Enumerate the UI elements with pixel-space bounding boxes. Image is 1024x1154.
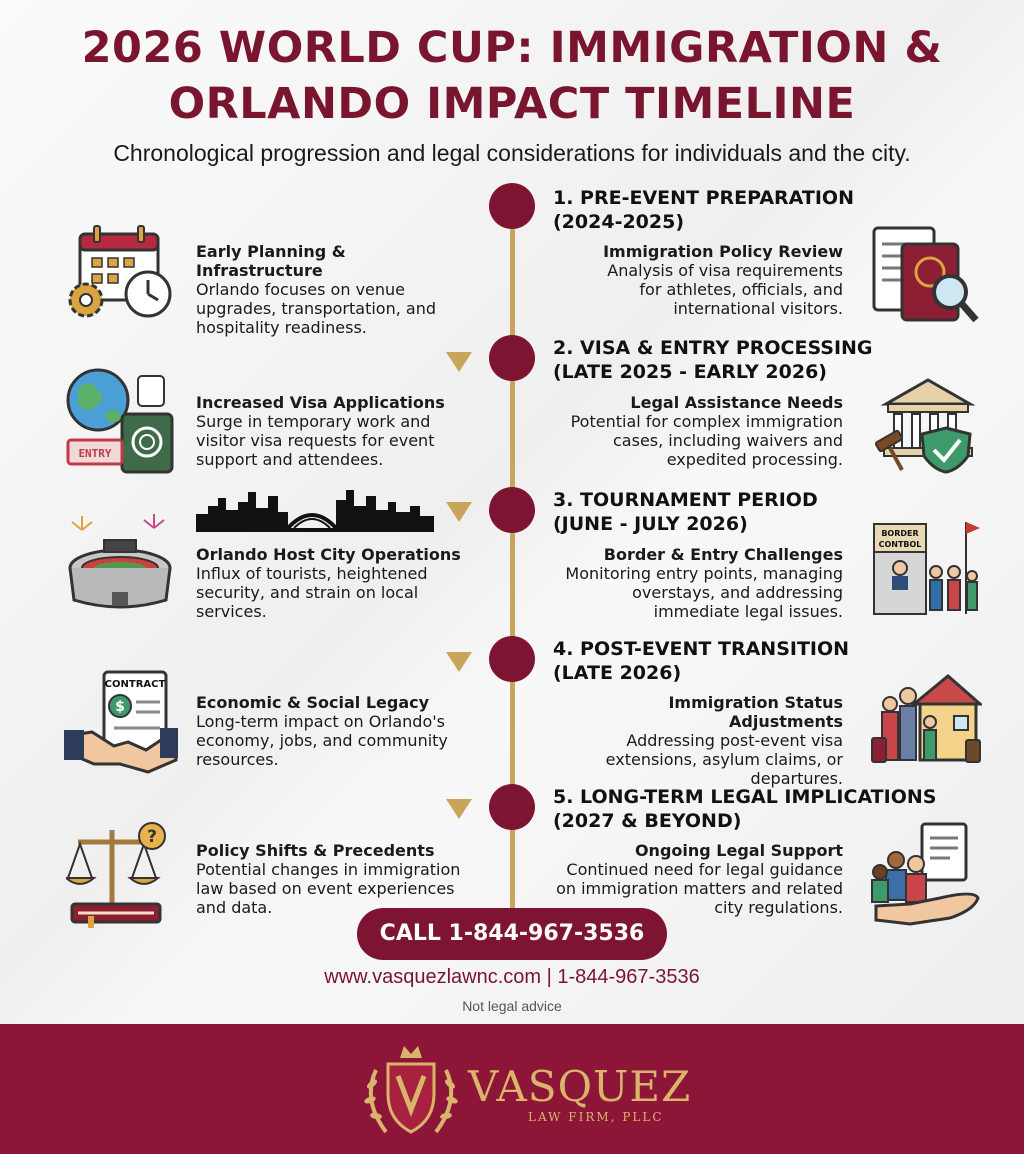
block-title: Orlando Host City Operations bbox=[196, 545, 461, 564]
booth-label-2: CONTBOL bbox=[878, 540, 922, 549]
phase-title: 1. PRE-EVENT PREPARATION bbox=[553, 187, 854, 209]
scales-book-question-icon bbox=[66, 820, 176, 935]
block-line: extensions, asylum claims, or bbox=[605, 750, 843, 769]
block-line: Influx of tourists, heightened bbox=[196, 564, 428, 583]
block-line: resources. bbox=[196, 750, 279, 769]
block-title: Policy Shifts & Precedents bbox=[196, 841, 435, 860]
disclaimer: Not legal advice bbox=[462, 998, 562, 1014]
contract-label: CONTRACT bbox=[104, 679, 166, 690]
timeline-arrow-icon bbox=[446, 652, 472, 672]
timeline-arrow-icon bbox=[446, 799, 472, 819]
block-line: support and attendees. bbox=[196, 450, 384, 469]
host-city-operations-block bbox=[196, 545, 476, 621]
block-line: city regulations. bbox=[714, 898, 843, 917]
courthouse-gavel-shield-icon bbox=[872, 376, 984, 481]
block-line: Addressing post-event visa bbox=[626, 731, 843, 750]
block-line: for athletes, officials, and bbox=[639, 280, 843, 299]
border-control-booth-icon bbox=[870, 518, 982, 623]
family-house-luggage-icon bbox=[870, 670, 982, 775]
contract-handshake-icon bbox=[64, 668, 178, 779]
timeline-dot-2 bbox=[489, 335, 535, 381]
block-line: cases, including waivers and bbox=[613, 431, 843, 450]
block-line: Potential for complex immigration bbox=[570, 412, 843, 431]
entry-stamp-label: ENTRY bbox=[78, 447, 112, 460]
phase-title: 4. POST-EVENT TRANSITION bbox=[553, 638, 850, 660]
block-title: Immigration Status Adjustments bbox=[668, 693, 843, 731]
orlando-skyline-icon bbox=[196, 488, 434, 532]
block-line: Monitoring entry points, managing bbox=[565, 564, 843, 583]
calendar-gear-clock-icon bbox=[62, 224, 176, 331]
block-line: economy, jobs, and community bbox=[196, 731, 448, 750]
immigration-policy-review-block bbox=[553, 242, 843, 318]
timeline-dot-3 bbox=[489, 487, 535, 533]
page-title-line-2: ORLANDO IMPACT TIMELINE bbox=[168, 79, 856, 129]
block-line: upgrades, transportation, and bbox=[196, 299, 436, 318]
status-adjustments-block bbox=[553, 693, 843, 788]
brand-name: VASQUEZ bbox=[468, 1062, 692, 1111]
timeline-dot-5 bbox=[489, 784, 535, 830]
svg-text:?: ? bbox=[147, 827, 157, 847]
block-line: services. bbox=[196, 602, 267, 621]
policy-shifts-block bbox=[196, 841, 476, 917]
block-line: Potential changes in immigration bbox=[196, 860, 461, 879]
block-line: security, and strain on local bbox=[196, 583, 419, 602]
block-line: visitor visa requests for event bbox=[196, 431, 435, 450]
timeline-arrow-icon bbox=[446, 502, 472, 522]
booth-label-1: BORDER bbox=[881, 529, 919, 538]
phase-title: 2. VISA & ENTRY PROCESSING bbox=[553, 337, 873, 359]
phase-dates: (LATE 2025 - EARLY 2026) bbox=[553, 361, 827, 383]
block-title: Ongoing Legal Support bbox=[634, 841, 843, 860]
ongoing-legal-support-block bbox=[553, 841, 843, 917]
crest-laurel-logo-icon bbox=[356, 1040, 466, 1149]
block-line: law based on event experiences bbox=[196, 879, 455, 898]
phase-title: 5. LONG-TERM LEGAL IMPLICATIONS bbox=[553, 786, 937, 808]
economic-legacy-block bbox=[196, 693, 476, 769]
people-hand-document-icon bbox=[870, 820, 982, 935]
block-line: Continued need for legal guidance bbox=[566, 860, 843, 879]
block-line: departures. bbox=[750, 769, 843, 788]
phase-dates: (JUNE - JULY 2026) bbox=[553, 513, 748, 535]
block-line: Long-term impact on Orlando's bbox=[196, 712, 445, 731]
timeline-dot-4 bbox=[489, 636, 535, 682]
phase-dates: (2027 & BEYOND) bbox=[553, 810, 742, 832]
stadium-fireworks-icon bbox=[64, 512, 176, 621]
brand-subtitle: LAW FIRM, PLLC bbox=[528, 1110, 664, 1124]
block-title: Border & Entry Challenges bbox=[603, 545, 843, 564]
phase-title: 3. TOURNAMENT PERIOD bbox=[553, 489, 818, 511]
early-planning-block bbox=[196, 242, 476, 337]
call-button[interactable]: CALL 1-844-967-3536 bbox=[357, 908, 667, 960]
block-line: hospitality readiness. bbox=[196, 318, 367, 337]
block-line: on immigration matters and related bbox=[556, 879, 843, 898]
block-title: Legal Assistance Needs bbox=[630, 393, 843, 412]
block-line: international visitors. bbox=[673, 299, 843, 318]
page-subtitle: Chronological progression and legal considerations for individuals and the city. bbox=[113, 140, 911, 166]
block-title: Immigration Policy Review bbox=[603, 242, 843, 261]
block-title: Economic & Social Legacy bbox=[196, 693, 430, 712]
phase-dates: (LATE 2026) bbox=[553, 662, 682, 684]
block-line: and data. bbox=[196, 898, 273, 917]
block-line: Orlando focuses on venue bbox=[196, 280, 406, 299]
block-line: immediate legal issues. bbox=[653, 602, 843, 621]
block-line: Analysis of visa requirements bbox=[607, 261, 843, 280]
contact-line[interactable]: www.vasquezlawnc.com | 1-844-967-3536 bbox=[324, 966, 700, 988]
block-line: overstays, and addressing bbox=[632, 583, 843, 602]
passport-magnifier-icon bbox=[868, 222, 984, 335]
increased-visa-block bbox=[196, 393, 476, 469]
block-line: expedited processing. bbox=[666, 450, 843, 469]
border-entry-challenges-block bbox=[553, 545, 843, 621]
timeline-arrow-icon bbox=[446, 352, 472, 372]
block-title: Increased Visa Applications bbox=[196, 393, 445, 412]
page-title-line-1: 2026 WORLD CUP: IMMIGRATION & bbox=[81, 23, 943, 73]
block-title: Early Planning & Infrastructure bbox=[196, 242, 346, 280]
phase-dates: (2024-2025) bbox=[553, 211, 685, 233]
globe-entry-stamp-icon bbox=[64, 368, 176, 481]
svg-text:$: $ bbox=[115, 699, 125, 715]
block-line: Surge in temporary work and bbox=[196, 412, 431, 431]
timeline-dot-1 bbox=[489, 183, 535, 229]
legal-assistance-block bbox=[553, 393, 843, 469]
